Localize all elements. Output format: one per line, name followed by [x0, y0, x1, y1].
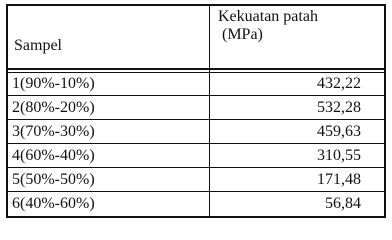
sample-cell: 5(50%-50%) [12, 171, 95, 188]
strength-value-cell: 532,28 [317, 99, 361, 116]
strength-value-cell: 310,55 [317, 147, 361, 164]
table-row [8, 192, 384, 216]
sample-cell: 6(40%-60%) [12, 195, 95, 212]
table-row [8, 72, 384, 96]
header-rule [8, 68, 384, 70]
header-strength-label: Kekuatan patah [218, 8, 318, 25]
strength-value-cell: 56,84 [325, 195, 361, 212]
table-row [8, 144, 384, 168]
header-sample: Sampel [14, 37, 62, 54]
sample-cell: 4(60%-40%) [12, 147, 95, 164]
table-row [8, 96, 384, 120]
table-row [8, 168, 384, 192]
sample-cell: 2(80%-20%) [12, 99, 95, 116]
data-table [6, 4, 386, 218]
sample-cell: 1(90%-10%) [12, 75, 95, 92]
strength-value-cell: 171,48 [317, 171, 361, 188]
header-strength-unit: (MPa) [222, 26, 263, 43]
strength-value-cell: 432,22 [317, 75, 361, 92]
sample-cell: 3(70%-30%) [12, 123, 95, 140]
strength-value-cell: 459,63 [317, 123, 361, 140]
table-row [8, 120, 384, 144]
